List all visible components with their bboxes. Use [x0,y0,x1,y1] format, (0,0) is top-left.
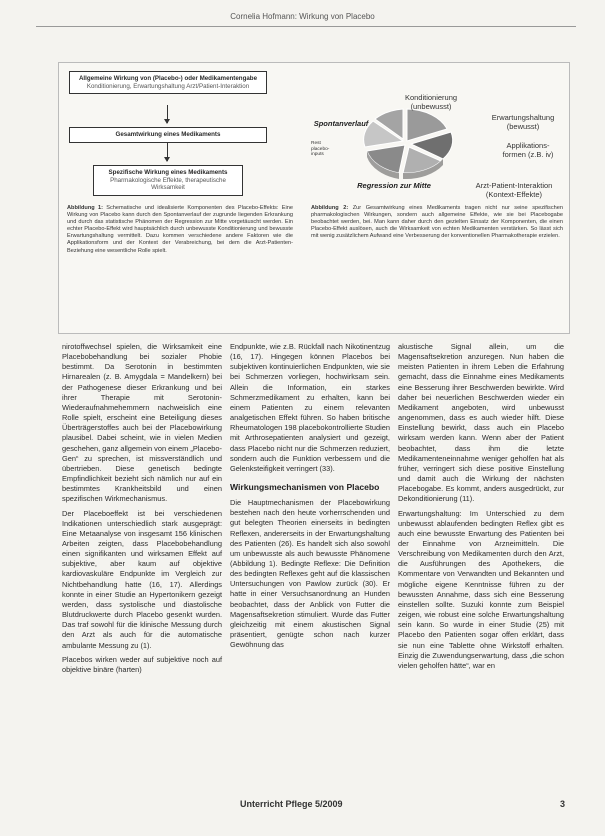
text-column-2 [230,342,390,654]
fig2-label-rest [311,141,351,158]
fig2-label-erwartung-text: Erwartungshaltung [491,113,555,122]
fig2-label-spontanverlauf: Spontanverlauf [313,119,369,128]
fig1-box-specific [93,165,243,196]
fig2-label-arzt-text: Arzt-Patient-Interaktion [475,181,553,190]
figure-panel [58,62,570,334]
col2-paragraph-2: Die Hauptmechanismen der Placebowirkung bestehen nach den heute vorherrschenden und gut belegten Theorien einerseits in bedingten Reflexen, andererseits in der Erwartungshaltung des Patienten (26). Es handelt sich also sowohl um unbewusste als auch bewusste Phänomene (Abbildung 1). Bedingte Reflexe: Die Definition des bedingten Reflexes geht auf die klassischen Untersuchungen von Pawlow zurück (30). Er hatte in einer Versuchsanordnung an Hunden beobachtet, dass der Anblick von Futter die Magensaftsekretion stimuliert. Wurde das Futter gleichzeitig mit einem akustischen Signal präsentiert, genügte schon nach kurzer Gewöhnung das [230,498,390,650]
fig1-box-general-title: Allgemeine Wirkung von (Placebo-) oder Medikamentengabe [78,75,258,82]
fig2-label-applikation-text: Applikations- [506,141,550,150]
col1-paragraph-2: Der Placeboeffekt ist bei verschiedenen Indikationen unterschiedlich stark ausgeprägt: Eine Metaanalyse von insgesamt 156 klinischen Arbeiten zeigten, dass Placebobehandlung einen signifikanten und wirksamen Effekt auf subjektive, aber kaum auf objektive kardiovaskuläre Endpunkte im Vergleich zur Nichtbehandlung hatte (16, 17). Allerdings konnte in einer Studie an Hypertonikern gezeigt werden, dass systolische und diastolische Blutdruckwerte durch Placebo gesenkt wurden. Das traf sowohl für die klinische Messung durch den Arzt als auch für die automatische ambulante Messung zu (1). [62,508,222,650]
text-column-3 [398,342,564,675]
fig2-label-konditionierung-text: Konditionierung [404,93,458,102]
fig1-arrow-down-1 [167,105,168,123]
journal-footer: Unterricht Pflege 5/2009 [240,799,343,809]
fig2-label-unbewusst-text: (unbewusst) [410,102,452,111]
fig1-box-specific-title: Spezifische Wirkung eines Medikaments [108,169,228,176]
fig1-box-total-title: Gesamtwirkung eines Medikaments [115,131,221,138]
figure1-caption [67,205,293,255]
col3-paragraph-2: Erwartungshaltung: Im Unterschied zu dem unbewusst ablaufenden bedingten Reflex gibt es auch eine bewusste Erwartung des Patienten bei der Einnahme von Arzneimitteln. Die Verschreibung von Medikamenten durch den Arzt, die Ausführungen des Apothekers, die Kommentare von Verwandten und Bekannten und mögliche eigene Kenntnisse führen zu der bewussten Annahme, dass sich eine Besserung einstellen sollte. Suzuki konnte zum Beispiel zeigen, wie robust eine solche Erwartungshaltung sein kann. So wurde in einer Studie (25) mit Placebo den Patienten sogar offen erklärt, dass sie nun eine Tablette ohne Wirkstoff erhalten. Einzig die Zuwendungserwartung, dass „die schon vielen geholfen hätte“, war en [398,508,564,670]
fig1-box-total [69,127,267,143]
section-heading: Wirkungsmechanismen von Placebo [230,482,380,493]
header-rule [36,26,576,27]
figure2-caption-text: Zur Gesamtwirkung eines Medikaments tragen nicht nur seine spezifischen pharmakologischen Wirkungen, sondern auch allgemeine Effekte, wie sie bei Placebogabe beobachtet werden, bei. Man kann daher durch den gezielten Einsatz der Komponenten, die einen Placebo-Effekt auslösen, auch die Wirksamkeit von echten Medikamenten verstärken. So lässt sich mit wenig zusätzlichem Aufwand eine Verbesserung der konventionellen Pharmakotherapie erzielen. [311,205,563,240]
fig1-box-specific-sub: Pharmakologische Effekte, therapeutische Wirksamkeit [110,176,226,191]
col3-paragraph-1: akustische Signal allein, um die Magensaftsekretion anzuregen. Nun haben die meisten Patienten in ihrem Leben die Erfahrung gemacht, dass die Einnahme eines Medikaments eine Besserung ihrer Beschwerden bewirkte. Wird daher bei neuerlichen Beschwerden wieder ein Medikament angeboten, wird unbewusst angenommen, dass es auch wieder hilft. Diese Einstellung bewirkt, dass auch ein Placebo wirksam werden kann. Wenn aber der Patient beobachtet, dass ihm die letzte Medikamenteneinnahme weniger geholfen hat als früher, verringert sich diese positive Einstellung und damit auch die Wirkung der nächsten Placebogabe. Es kommt, anders ausgedrückt, zur Dekonditionierung (11). [398,342,564,504]
fig2-label-erwartung [477,113,569,131]
fig2-label-regression: Regression zur Mitte [357,181,431,190]
running-header: Cornelia Hofmann: Wirkung von Placebo [230,12,375,21]
fig1-box-general [69,71,267,94]
fig1-box-general-sub: Konditionierung, Erwartungshaltung Arzt/Patient-Interaktion [86,82,250,90]
fig2-label-kontext-text: (Kontext-Effekte) [485,190,543,199]
fig2-label-bewusst-text: (bewusst) [506,122,540,131]
col1-paragraph-3: Placebos wirken weder auf subjektive noch auf objektive binäre (harten) [62,654,222,674]
fig2-label-placebo-text: placebo- [311,146,330,152]
col1-paragraph-1: nirotoffwechsel spielen, die Wirksamkeit eine Placebobehandlung bei sozialer Phobie bestimmt. Da Serotonin in bestimmten Hirnarealen (z. B. Amygdala = Mandelkern) bei der Pathogenese dieser Erkrankung und bei ihrer Therapie mit Serotonin-Wiederaufnahmehemmern nachweislich eine Rolle spielt, erscheint eine Beteiligung dieses Überträgerstoffes auch bei der Placebowirkung plausibel. Dabei scheint, wie in vielen Medien geschehen, ganz allgemein von einem „Placebo-Gen“ zu sprechen, ist missverständlich und übertrieben. Diese genetisch bedingte Empfindlichkeit bezieht sich nämlich nur auf ein bestimmtes Krankheitsbild und einen spezifischen Wirkmechanismus. [62,342,222,504]
fig1-arrow-down-2 [167,143,168,161]
fig2-label-inputs-text: inputs [311,152,324,158]
text-column-1 [62,342,222,679]
col2-paragraph-1: Endpunkte, wie z.B. Rückfall nach Nikotinentzug (16, 17). Hingegen können Placebos bei subjektiven kontinuierlichen Endpunkten, wie sie bei Schmerzen vorliegen, hochwirksam sein. Allein die Information, ein starkes Schmerzmedikament zu erhalten, kann bei einem Patienten zu einem relevanten analgetischen Effekt führen. So haben britische Rheumatologen 198 placebokontrollierte Studien mit Arthrosepatienten analysiert und gezeigt, dass Placebo nicht nur die Schmerzen reduziert, sondern auch die Funktion verbessern und die Gelenksteifigkeit verringert (33). [230,342,390,473]
fig2-label-rest-text: Rest [311,141,321,146]
figure1-caption-label: Abbildung 1: [67,205,103,211]
fig2-label-formen-text: formen (z.B. iv) [502,150,554,159]
page-number: 3 [560,799,566,809]
fig2-label-arzt [459,181,569,199]
fig2-label-applikation [485,141,571,159]
fig2-pie-diagram [359,103,464,183]
figure1-caption-text: Schematische und idealisierte Komponenten des Placebo-Effekts: Eine Wirkung von Placebo kann durch den Spontanverlauf der zugrunde liegenden Erkrankung und durch das statistische Phänomen der Regression zur Mitte vorgetäuscht werden. Ein echter Placebo-Effekt wird hauptsächlich durch unbewusste Konditionierung und bewusste Erwartungshaltung vermittelt. Dazu kommen verschiedene andere Faktoren wie die Applikationsform und der Kontext der Verabreichung, bei dem die Arzt-Patienten-Beziehung eine wesentliche Rolle spielt. [67,205,293,254]
figure2-caption-label: Abbildung 2: [311,205,349,211]
figure2-caption [311,205,563,240]
fig2-label-konditionierung [387,93,475,111]
